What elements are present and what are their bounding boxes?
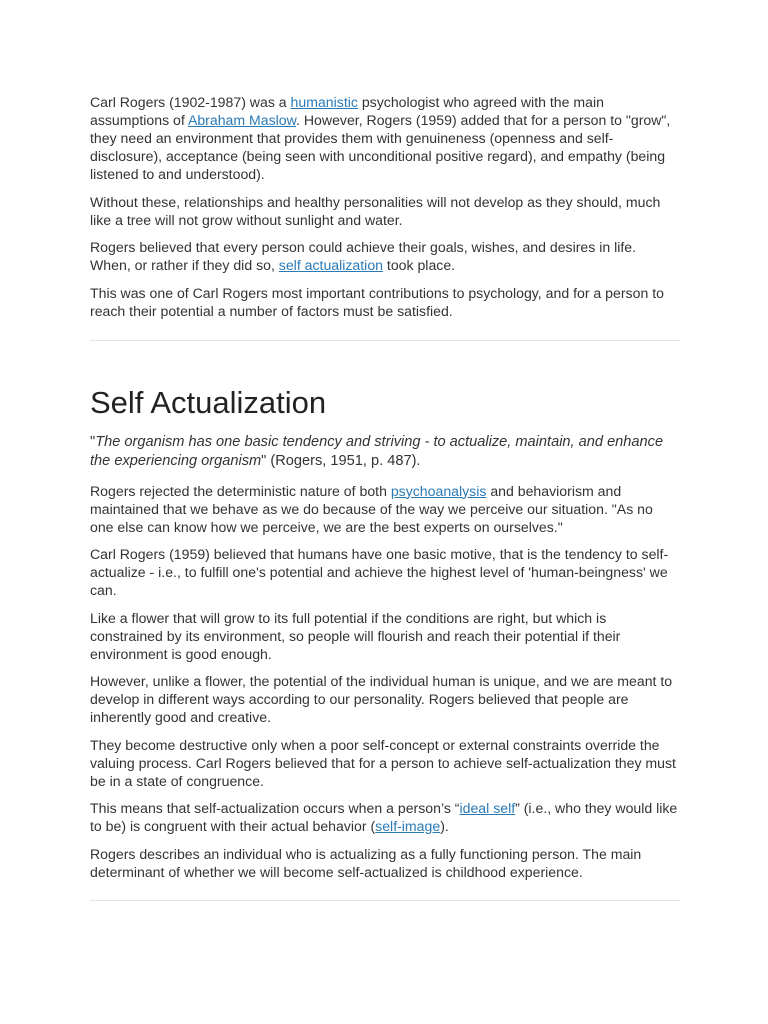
text-span: . However, Rogers (1959) added that for a person to "grow", they need an environment that provides them with genuineness (openness and self-disclosure), acceptance (being seen with unconditional positive regard), and empathy (being listened to and understood). [90,112,671,182]
article-body [90,93,680,901]
text-span: ). [440,818,449,834]
link-ideal-self[interactable]: ideal self [459,800,516,816]
quote-open: " [90,433,96,450]
text-span: ” (i.e., who they would like to be) is congruent with their actual behavior ( [90,800,678,834]
section-paragraph-6 [90,799,680,835]
link-humanistic[interactable]: humanistic [290,94,358,110]
section-paragraph-2: Carl Rogers (1959) believed that humans have one basic motive, that is the tendency to self-actualize - i.e., to fulfill one's potential and achieve the highest level of 'human-beingness' we can. [90,546,669,598]
section-paragraph-1 [90,482,680,536]
intro-paragraph-1 [90,93,680,183]
text-span: took place. [383,257,456,273]
text-span: This means that self-actualization occurs when a person’s “ [90,800,460,816]
divider [90,340,680,341]
text-span: Rogers rejected the deterministic nature of both [90,482,391,499]
section-paragraph-7: Rogers describes an individual who is actualizing as a fully functioning person. The main determinant of whether we will become self-actualized is childhood experience. [90,845,642,880]
divider [90,900,680,901]
link-abraham-maslow[interactable]: Abraham Maslow [187,112,297,128]
quote-text: The organism has one basic tendency and striving - to actualize, maintain, and enhance the experiencing organism [90,433,664,469]
link-self-actualization[interactable]: self actualization [278,257,383,273]
section-paragraph-3: Like a flower that will grow to its full potential if the conditions are right, but which is constrained by its environment, so people will flourish and reach their potential if their environment is good enough. [90,609,621,662]
intro-paragraph-3 [90,238,680,274]
section-paragraph-4: However, unlike a flower, the potential of the individual human is unique, and we are meant to develop in different ways according to our personality. Rogers believed that people are inherently good and creative. [90,673,673,725]
section-heading: Self Actualization [90,384,327,420]
text-span: psychologist who agreed with the main assumptions of [90,94,604,128]
rogers-quote [90,433,680,471]
quote-citation: " (Rogers, 1951, p. 487). [261,452,421,469]
link-psychoanalysis[interactable]: psychoanalysis [390,482,487,499]
intro-paragraph-2: Without these, relationships and healthy personalities will not develop as they should, much like a tree will not grow without sunlight and water. [90,193,661,228]
intro-paragraph-4: This was one of Carl Rogers most important contributions to psychology, and for a person to reach their potential a number of factors must be satisfied. [90,284,664,319]
link-self-image[interactable]: self-image [375,818,441,834]
section-paragraph-5: They become destructive only when a poor self-concept or external constraints override the valuing process. Carl Rogers believed that for a person to achieve self-actualization they must be in a state of congruence. [90,736,676,789]
text-span: Rogers believed that every person could achieve their goals, wishes, and desires in life. When, or rather if they did so, [90,239,637,273]
text-span: Carl Rogers (1902-1987) was a [90,94,291,110]
text-span: and behaviorism and maintained that we behave as we do because of the way we perceive our situation. "As no one else can know how we perceive, we are the best experts on ourselves." [90,482,653,535]
